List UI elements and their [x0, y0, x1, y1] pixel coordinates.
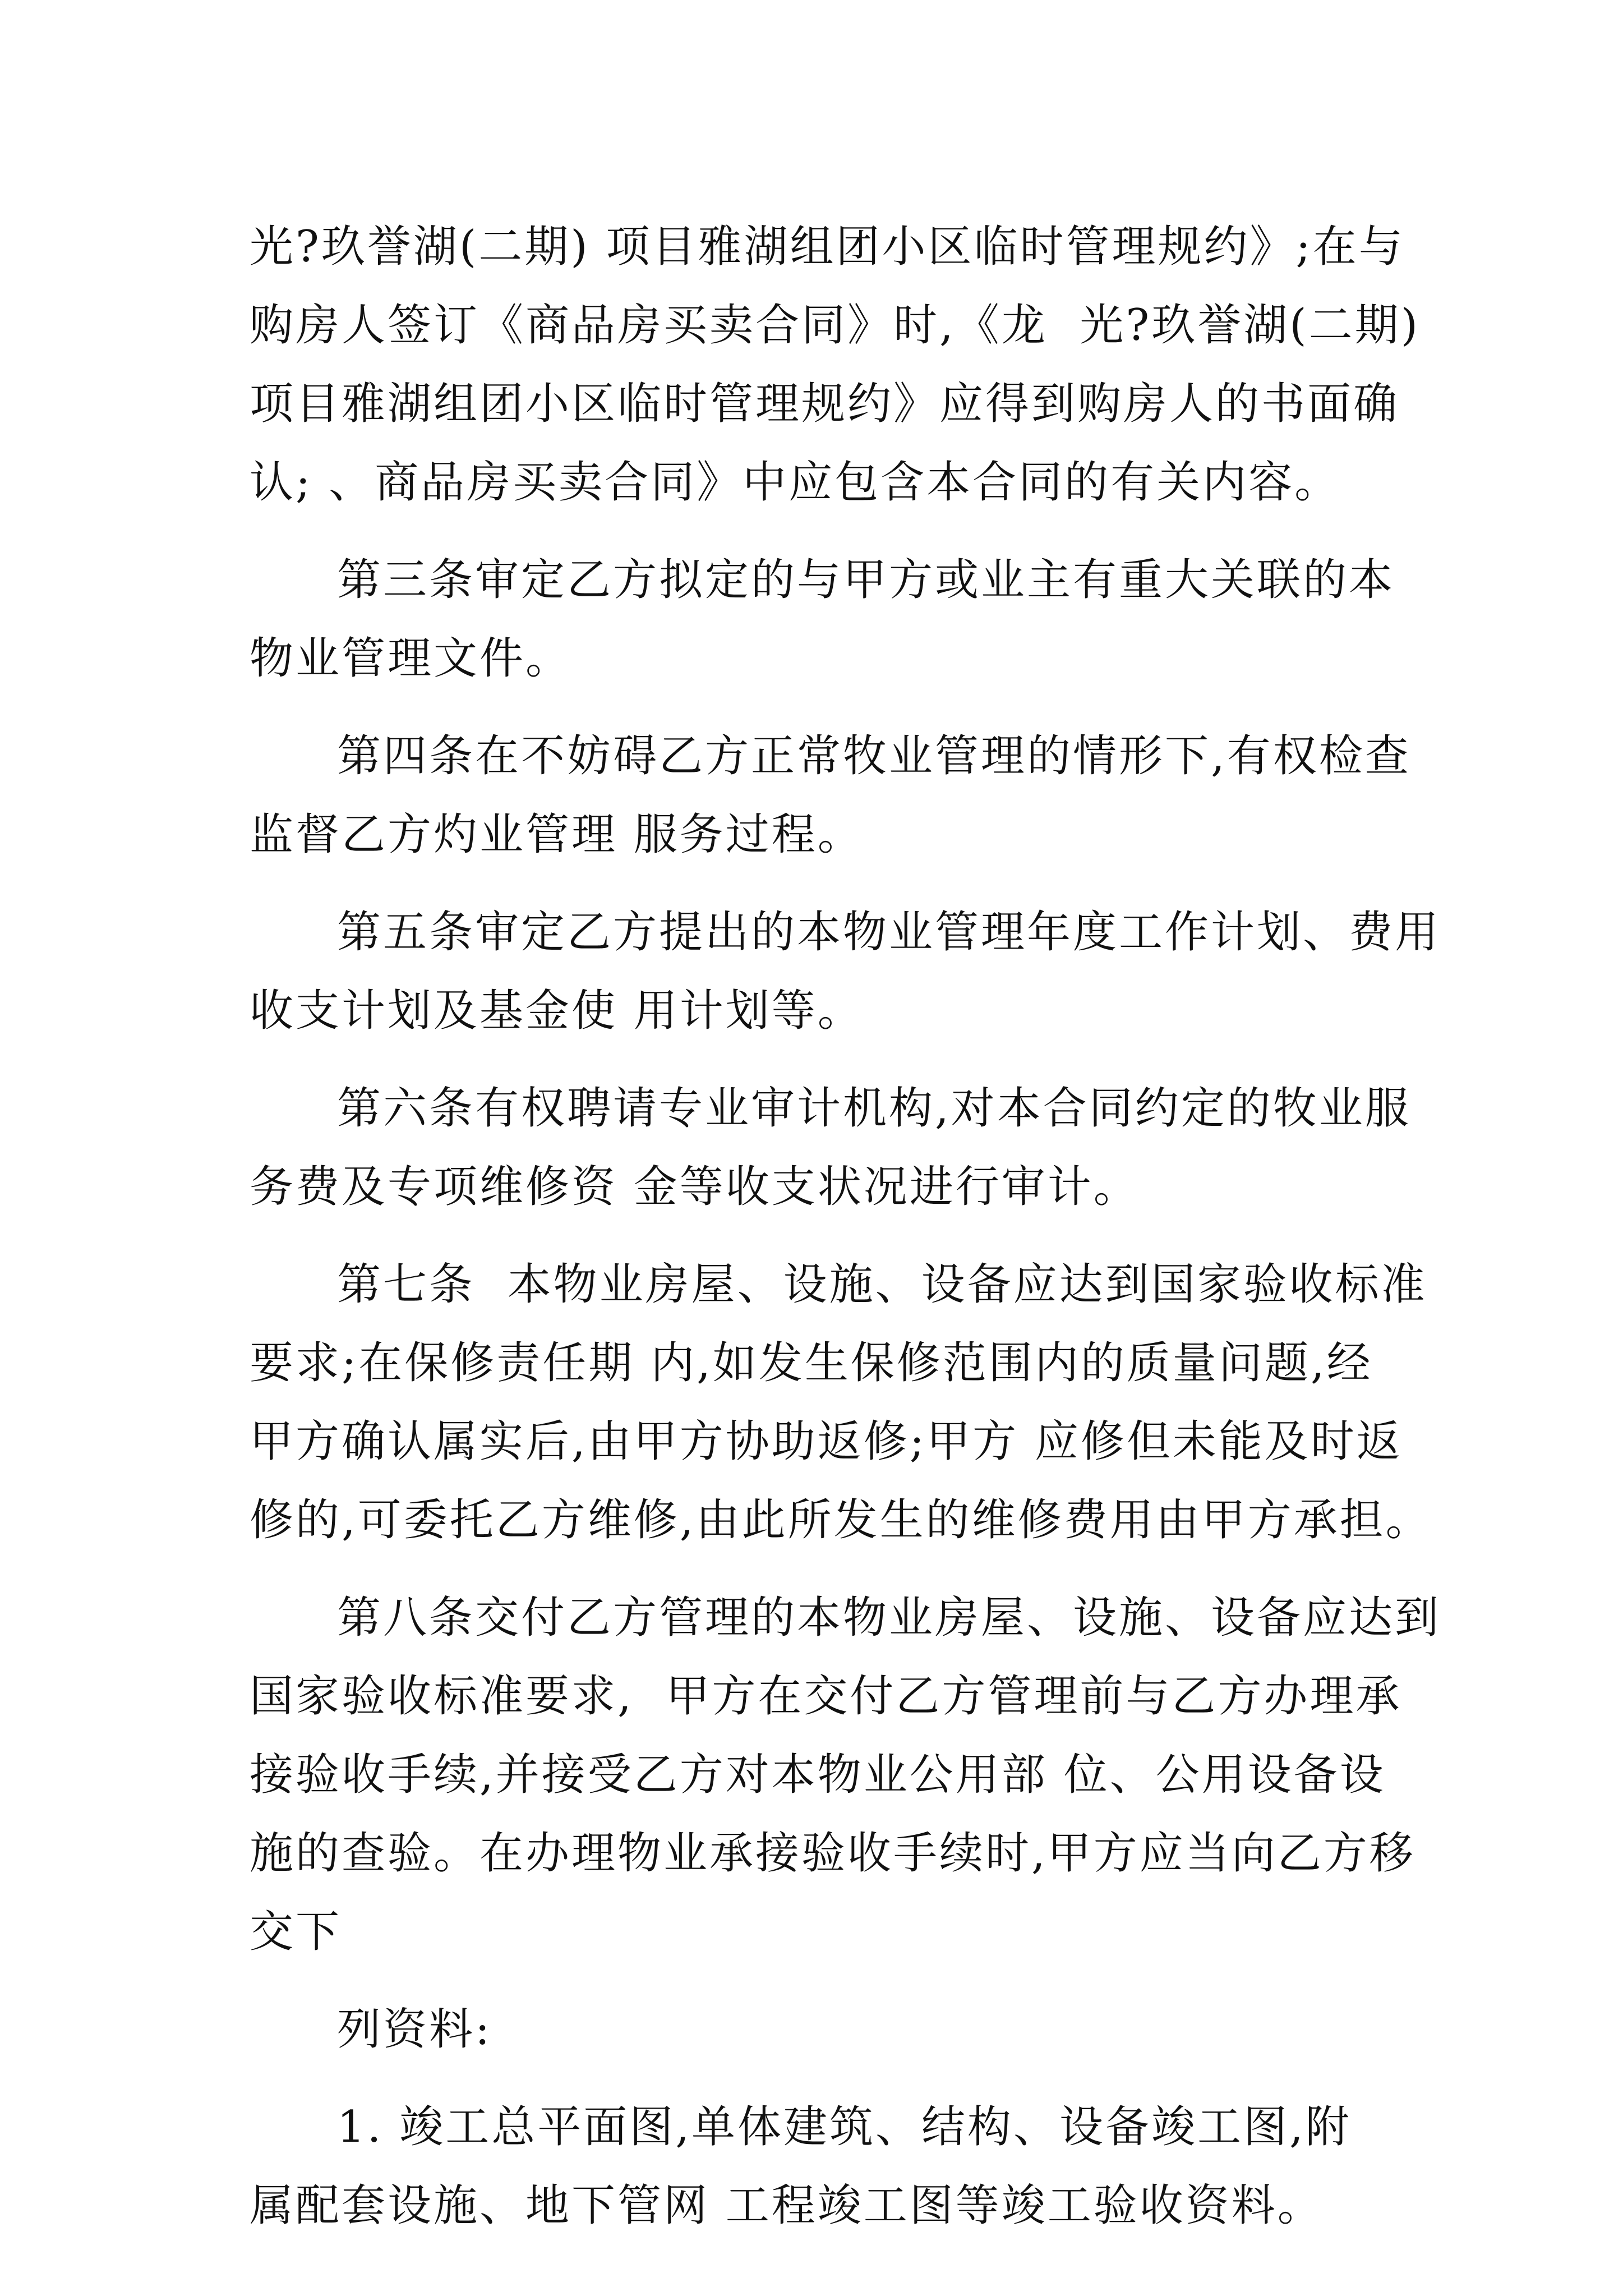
- text-line: 第四条在不妨碍乙方正常牧业管理的情形下,有权检查: [337, 731, 1411, 781]
- text-line: 务费及专项维修资 金等收支状况进行审计。: [250, 1162, 1140, 1212]
- text-line: 甲方确认属实后,由甲方协助返修;甲方 应修但未能及时返: [250, 1416, 1403, 1467]
- paragraph-gap: [250, 1971, 1394, 1990]
- text-line: 修的,可委托乙方维修,由此所发生的维修费用由甲方承担。: [250, 1495, 1432, 1545]
- text-line: 交下: [250, 1907, 342, 1957]
- text-line: 项目雅湖组团小区临时管理规约》应得到购房人的书面确: [250, 379, 1400, 429]
- paragraph-gap: [250, 698, 1394, 717]
- text-line: 第三条审定乙方拟定的与甲方或业主有重大关联的本: [337, 555, 1395, 605]
- text-line: 第七条 本物业房屋、设施、设备应达到国家验收标准: [337, 1259, 1427, 1310]
- text-line: 物业管理文件。: [250, 633, 572, 684]
- text-line: 第六条有权聘请专业审计机构,对本合同约定的牧业服: [337, 1083, 1411, 1134]
- text-line: 监督乙方灼业管理 服务过程。: [250, 809, 864, 860]
- text-line: 要求;在保修责任期 内,如发生保修范围内的质量问题,经: [250, 1338, 1373, 1388]
- document-body: [250, 208, 1441, 2245]
- paragraph-gap: [250, 2069, 1394, 2088]
- text-line: 收支计划及基金使 用计划等。: [250, 986, 864, 1036]
- text-line: 属配套设施、地下管网 工程竣工图等竣工验收资料。: [250, 2180, 1324, 2231]
- text-line: 1. 竣工总平面图,单体建筑、结构、设备竣工图,附: [337, 2102, 1352, 2152]
- text-line: 国家验收标准要求, 甲方在交付乙方管理前与乙方办理承: [250, 1671, 1402, 1722]
- paragraph-gap: [250, 1559, 1394, 1579]
- text-line: 光?玖誉湖(二期) 项目雅湖组团小区临时管理规约》;在与: [250, 222, 1405, 272]
- paragraph-gap: [250, 1050, 1394, 1069]
- text-line: 购房人签订《商品房买卖合同》时,《龙 光?玖誉湖(二期): [250, 300, 1421, 351]
- text-line: 施的查验。在办理物业承接验收手续时,甲方应当向乙方移: [250, 1828, 1415, 1879]
- text-line: 第八条交付乙方管理的本物业房屋、设施、设备应达到: [337, 1593, 1441, 1643]
- text-line: 接验收手续,并接受乙方对本物业公用部 位、公用设备设: [250, 1750, 1386, 1800]
- text-line: 第五条审定乙方提出的本物业管理年度工作计划、费用: [337, 907, 1441, 958]
- text-line: 列资料:: [337, 2004, 492, 2055]
- paragraph-gap: [250, 1226, 1394, 1245]
- paragraph-gap: [250, 874, 1394, 893]
- text-line: 认; 、商品房买卖合同》中应包含本合同的有关内容。: [250, 457, 1341, 508]
- paragraph-gap: [250, 522, 1394, 541]
